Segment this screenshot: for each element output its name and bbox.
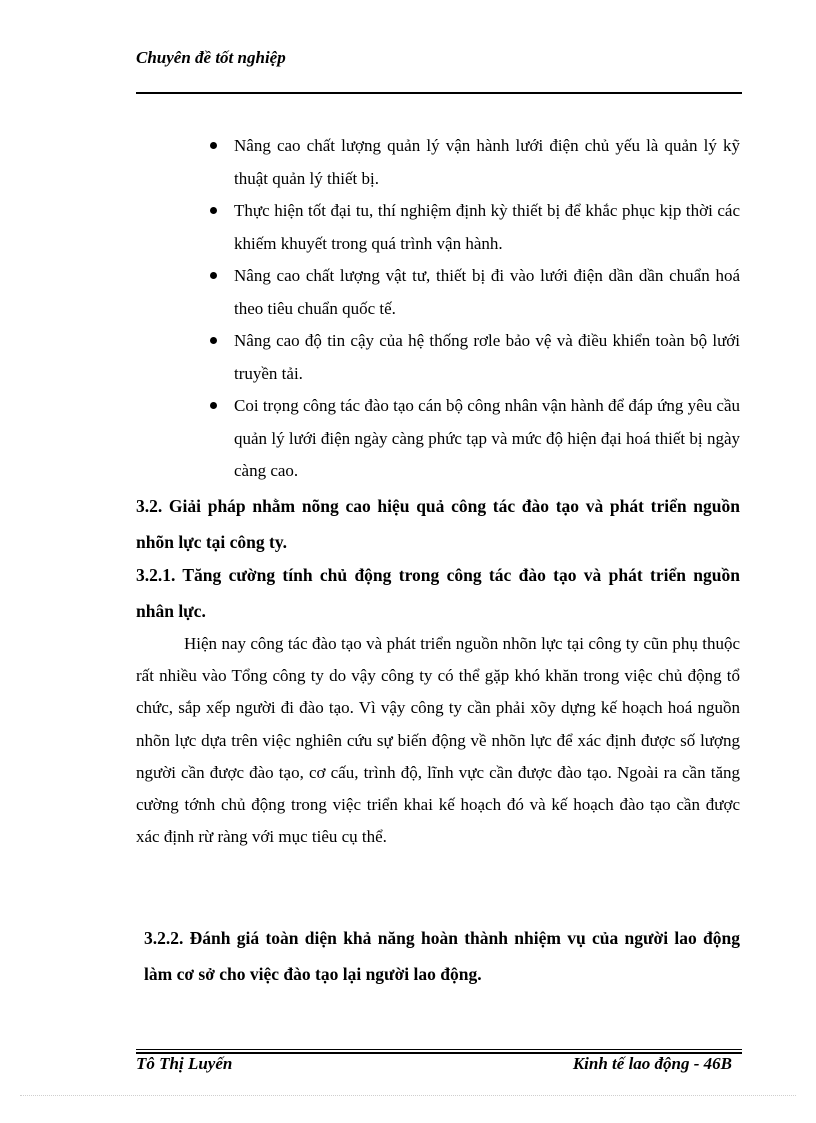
footer-author: Tô Thị Luyến	[136, 1054, 233, 1073]
section-heading-3-2-2: 3.2.2. Đánh giá toàn diện khả năng hoàn thành nhiệm vụ của người lao động làm cơ sở cho việc đào tạo lại người lao động.	[144, 928, 740, 984]
list-item	[208, 195, 740, 260]
list-item	[208, 390, 740, 488]
section-heading-3-2-1: 3.2.1. Tăng cường tính chủ động trong công tác đào tạo và phát triển nguồn nhân lực.	[136, 565, 740, 621]
footer-divider	[136, 1049, 742, 1050]
section-heading-3-2: 3.2. Giải pháp nhằm nõng cao hiệu quả công tác đào tạo và phát triển nguồn nhõn lực tại công ty.	[136, 496, 740, 552]
page-edge-divider	[20, 1095, 796, 1096]
bullet-icon	[210, 142, 217, 149]
header-divider	[136, 92, 742, 94]
bullet-text: Nâng cao độ tin cậy của hệ thống rơle bảo vệ và điều khiển toàn bộ lưới truyền tải.	[234, 331, 740, 383]
bullet-icon	[210, 402, 217, 409]
list-item	[208, 260, 740, 325]
page-header-title: Chuyên đề tốt nghiệp	[136, 48, 286, 67]
bullet-icon	[210, 337, 217, 344]
bullet-text: Thực hiện tốt đại tu, thí nghiệm định kỳ thiết bị để khắc phục kịp thời các khiếm khuyết trong quá trình vận hành.	[234, 201, 740, 253]
bullet-text: Coi trọng công tác đào tạo cán bộ công nhân vận hành để đáp ứng yêu cầu quản lý lưới điện ngày càng phức tạp và mức độ hiện đại hoá thiết bị ngày càng cao.	[234, 396, 740, 480]
bullet-text: Nâng cao chất lượng vật tư, thiết bị đi vào lưới điện dần dần chuẩn hoá theo tiêu chuẩn quốc tế.	[234, 266, 740, 318]
bullet-list	[208, 130, 740, 488]
bullet-icon	[210, 207, 217, 214]
body-paragraph: Hiện nay công tác đào tạo và phát triển nguồn nhõn lực tại công ty cũn phụ thuộc rất nhiều vào Tổng công ty do vậy công ty có thể gặp khó khăn trong việc chủ động tổ chức, sắp xếp người đi đào tạo. Vì vậy công ty cần phải xõy dựng kế hoạch hoá nguồn nhõn lực dựa trên việc nghiên cứu sự biến động về nhõn lực để xác định được số lượng người cần được đào tạo, cơ cấu, trình độ, lĩnh vực cần được đào tạo. Ngoài ra cần tăng cường tớnh chủ động trong việc triển khai kế hoạch đó và kế hoạch đào tạo cần được xác định rừ ràng với mục tiêu cụ thể.	[136, 634, 740, 847]
footer-course: Kinh tế lao động - 46B	[572, 1054, 732, 1073]
list-item	[208, 130, 740, 195]
list-item	[208, 325, 740, 390]
bullet-text: Nâng cao chất lượng quản lý vận hành lưới điện chủ yếu là quản lý kỹ thuật quản lý thiết bị.	[234, 136, 740, 188]
bullet-icon	[210, 272, 217, 279]
